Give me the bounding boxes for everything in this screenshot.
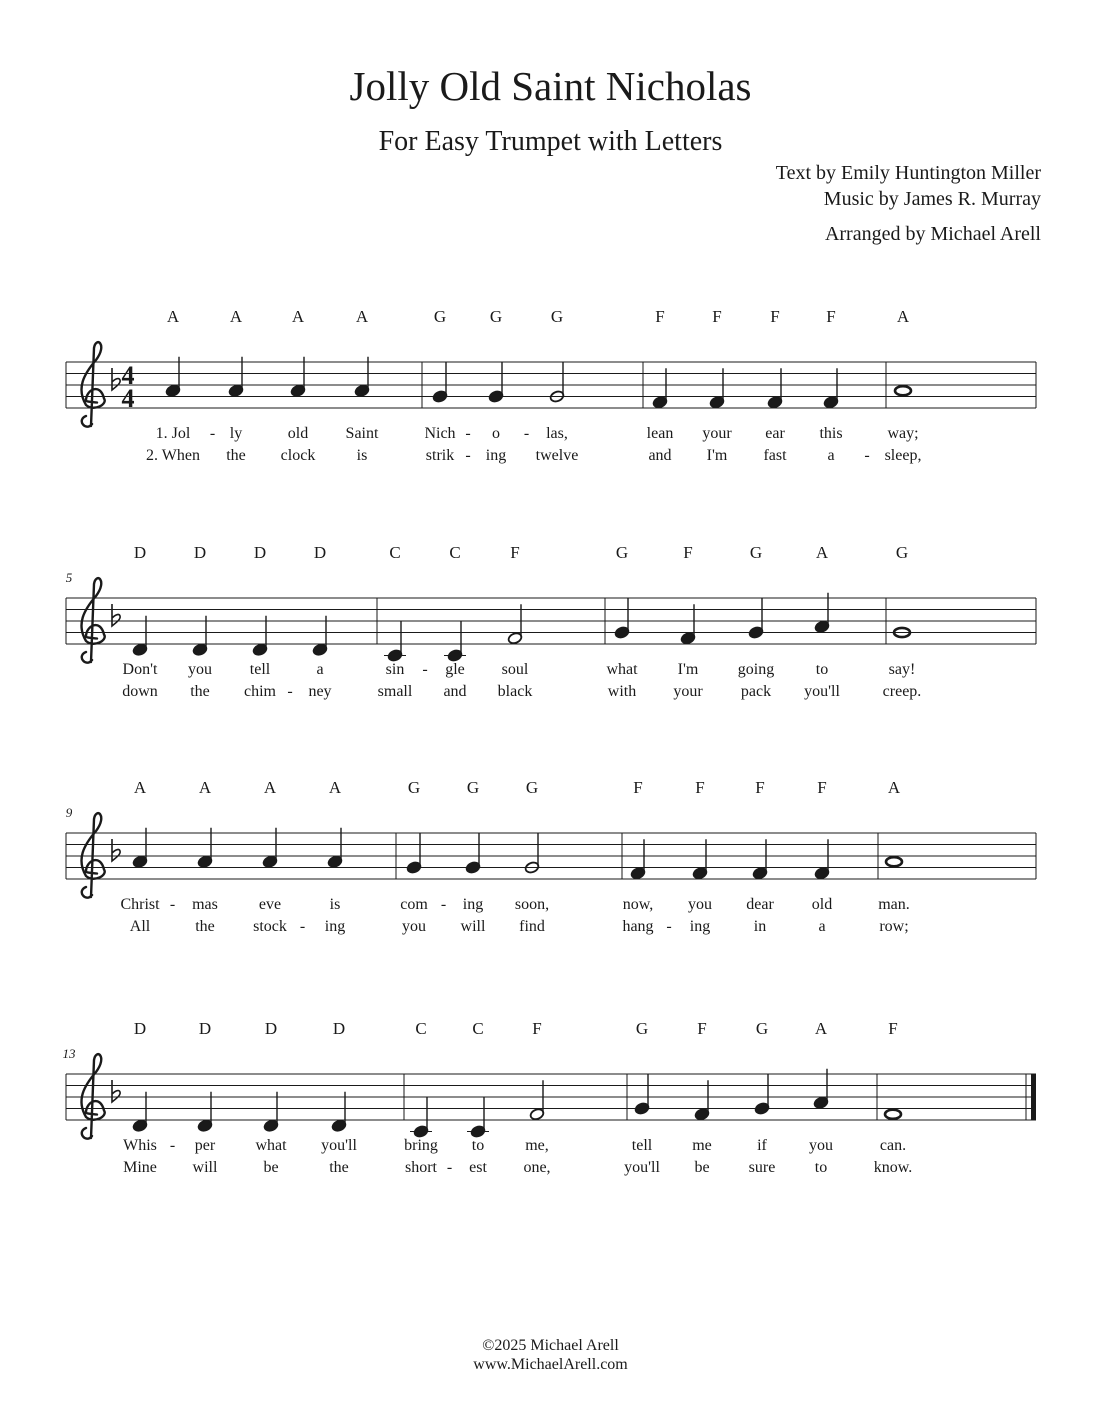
note-letter: F xyxy=(770,307,780,326)
note-letter: D xyxy=(264,1019,278,1038)
note-letter: C xyxy=(389,543,401,562)
lyric-verse-1: you xyxy=(809,1137,833,1154)
lyric-verse-2: find xyxy=(519,918,545,935)
lyric-verse-1: Saint xyxy=(345,425,379,442)
lyric-verse-1: 1. Jol xyxy=(155,425,191,442)
lyric-verse-1: mas xyxy=(192,896,218,913)
lyric-verse-2: ing xyxy=(689,918,711,935)
measure-number: 5 xyxy=(65,570,73,585)
measure-number: 9 xyxy=(65,805,73,820)
time-signature-bottom: 4 xyxy=(121,384,135,413)
staff-system xyxy=(63,1019,1037,1176)
lyric-verse-1: Don't xyxy=(122,661,158,678)
lyric-hyphen: - xyxy=(465,447,471,464)
lyric-verse-1: old xyxy=(811,896,833,913)
lyric-verse-1: way; xyxy=(887,425,919,442)
lyric-verse-2: creep. xyxy=(882,683,922,700)
lyric-hyphen: - xyxy=(422,661,428,678)
lyric-hyphen: - xyxy=(465,425,471,442)
flat-sign-icon xyxy=(112,604,120,626)
note-letter: D xyxy=(133,1019,147,1038)
lyric-verse-1: this xyxy=(819,425,843,442)
lyric-verse-1: o xyxy=(492,425,500,442)
lyric-verse-1: your xyxy=(702,425,732,442)
note-letter: A xyxy=(198,778,212,797)
note-letter: D xyxy=(133,543,147,562)
treble-clef-icon xyxy=(81,813,104,897)
lyric-verse-1: ing xyxy=(462,896,484,913)
lyric-verse-2: you'll xyxy=(624,1159,660,1176)
note-letter: F xyxy=(712,307,722,326)
lyric-verse-1: to xyxy=(815,661,829,678)
lyric-verse-2: one, xyxy=(523,1159,551,1176)
lyric-verse-2: 2. When xyxy=(146,447,200,464)
note-letter: F xyxy=(532,1019,542,1038)
lyric-hyphen: - xyxy=(299,918,306,935)
lyric-verse-2: the xyxy=(190,683,210,700)
note-letter: A xyxy=(229,307,243,326)
whole-note xyxy=(885,1110,901,1119)
lyric-verse-1: old xyxy=(287,425,309,442)
flat-sign-icon xyxy=(112,839,120,861)
note-letter: G xyxy=(749,543,763,562)
note-letter: D xyxy=(332,1019,346,1038)
staff-system xyxy=(66,778,1036,935)
lyric-verse-1: bring xyxy=(404,1137,438,1154)
note-letter: F xyxy=(817,778,827,797)
lyric-verse-1: me, xyxy=(525,1137,549,1154)
note-letter: C xyxy=(449,543,461,562)
note-letter: F xyxy=(633,778,643,797)
lyric-verse-2: strik xyxy=(425,447,455,464)
lyric-verse-1: soon, xyxy=(514,896,550,913)
note-letter: D xyxy=(313,543,327,562)
lyric-verse-2: the xyxy=(226,447,246,464)
lyric-verse-2: ing xyxy=(324,918,346,935)
note-letter: G xyxy=(615,543,629,562)
note-letter: F xyxy=(888,1019,898,1038)
note-letter: F xyxy=(683,543,693,562)
lyric-verse-2: will xyxy=(192,1159,218,1176)
lyric-verse-2: fast xyxy=(763,447,787,464)
note-letter: A xyxy=(263,778,277,797)
lyric-verse-1: say! xyxy=(888,661,916,678)
website-text: www.MichaelArell.com xyxy=(473,1356,628,1373)
note-letter: D xyxy=(198,1019,212,1038)
staff-system xyxy=(66,307,1036,464)
lyric-verse-2: ing xyxy=(485,447,507,464)
lyric-verse-2: small xyxy=(377,683,413,700)
note-letter: G xyxy=(407,778,421,797)
note-letter: D xyxy=(253,543,267,562)
lyric-verse-2: is xyxy=(356,447,368,464)
note-letter: A xyxy=(291,307,305,326)
time-signature-top: 4 xyxy=(121,361,135,390)
lyric-verse-2: hang xyxy=(622,918,654,935)
lyric-verse-2: be xyxy=(694,1159,710,1176)
lyric-hyphen: - xyxy=(666,918,672,935)
lyric-hyphen: - xyxy=(864,447,870,464)
note-letter: A xyxy=(328,778,342,797)
flat-sign-icon xyxy=(112,368,120,390)
lyric-verse-2: your xyxy=(673,683,703,700)
note-letter: A xyxy=(815,543,829,562)
note-letter: A xyxy=(355,307,369,326)
lyric-verse-2: will xyxy=(460,918,486,935)
lyric-verse-2: a xyxy=(818,918,826,935)
lyric-verse-2: the xyxy=(195,918,215,935)
page-subtitle: For Easy Trumpet with Letters xyxy=(378,126,723,157)
note-letter: C xyxy=(415,1019,427,1038)
lyric-verse-2: down xyxy=(122,683,158,700)
lyric-verse-2: and xyxy=(443,683,467,700)
lyric-verse-2: I'm xyxy=(706,447,728,464)
lyric-verse-1: sin xyxy=(385,661,405,678)
flat-sign-icon xyxy=(112,1080,120,1102)
note-letter: A xyxy=(896,307,910,326)
lyric-verse-1: what xyxy=(606,661,638,678)
note-letter: F xyxy=(510,543,520,562)
lyric-hyphen: - xyxy=(169,896,176,913)
lyric-verse-2: you xyxy=(402,918,426,935)
note-letter: G xyxy=(635,1019,649,1038)
note-letter: G xyxy=(433,307,447,326)
lyric-verse-1: you xyxy=(688,896,712,913)
lyric-verse-1: Nich xyxy=(424,425,456,442)
lyric-verse-2: est xyxy=(469,1159,487,1176)
lyric-verse-2: All xyxy=(129,918,151,935)
lyric-verse-2: row; xyxy=(879,918,909,935)
final-barline xyxy=(1031,1074,1036,1120)
lyric-verse-1: what xyxy=(255,1137,287,1154)
lyric-verse-2: the xyxy=(329,1159,349,1176)
treble-clef-icon xyxy=(81,578,104,662)
lyric-verse-1: is xyxy=(329,896,341,913)
lyric-verse-2: and xyxy=(648,447,672,464)
lyric-hyphen: - xyxy=(523,425,530,442)
lyric-verse-1: tell xyxy=(631,1137,653,1154)
note-letter: G xyxy=(895,543,909,562)
lyric-hyphen: - xyxy=(287,683,293,700)
treble-clef-icon xyxy=(81,342,104,426)
lyric-verse-1: going xyxy=(737,661,775,678)
lyric-verse-1: you xyxy=(188,661,212,678)
lyric-verse-1: if xyxy=(757,1137,767,1154)
lyric-verse-2: Mine xyxy=(123,1159,157,1176)
note-letter: A xyxy=(814,1019,828,1038)
lyric-verse-1: I'm xyxy=(677,661,699,678)
note-letter: F xyxy=(697,1019,707,1038)
lyric-verse-2: in xyxy=(753,918,767,935)
measure-number: 13 xyxy=(62,1046,76,1061)
lyric-verse-1: man. xyxy=(878,896,910,913)
note-letter: F xyxy=(695,778,705,797)
lyric-verse-2: ney xyxy=(308,683,332,700)
lyric-verse-2: know. xyxy=(873,1159,913,1176)
lyric-verse-1: a xyxy=(316,661,324,678)
lyric-hyphen: - xyxy=(169,1137,176,1154)
lyric-verse-1: gle xyxy=(445,661,465,678)
note-letter: F xyxy=(655,307,665,326)
lyric-verse-1: Whis xyxy=(123,1137,157,1154)
lyric-verse-1: me xyxy=(692,1137,712,1154)
whole-note xyxy=(886,857,902,866)
note-letter: D xyxy=(193,543,207,562)
treble-clef-icon xyxy=(81,1054,104,1138)
note-letter: A xyxy=(133,778,147,797)
copyright-text: ©2025 Michael Arell xyxy=(482,1337,619,1354)
footer xyxy=(0,1336,1101,1374)
lyric-verse-1: can. xyxy=(879,1137,907,1154)
note-letter: C xyxy=(472,1019,484,1038)
note-letter: G xyxy=(755,1019,769,1038)
lyric-verse-2: with xyxy=(607,683,637,700)
page-title: Jolly Old Saint Nicholas xyxy=(349,63,752,109)
lyric-verse-2: sleep, xyxy=(884,447,922,464)
note-letter: G xyxy=(525,778,539,797)
lyric-verse-2: sure xyxy=(748,1159,776,1176)
note-letter: A xyxy=(166,307,180,326)
lyric-verse-1: ear xyxy=(765,425,785,442)
lyric-hyphen: - xyxy=(446,1159,453,1176)
lyric-verse-2: black xyxy=(497,683,533,700)
lyric-verse-2: a xyxy=(827,447,835,464)
note-letter: A xyxy=(887,778,901,797)
lyric-hyphen: - xyxy=(440,896,447,913)
lyric-verse-2: pack xyxy=(740,683,772,700)
lyric-verse-1: now, xyxy=(622,896,654,913)
note-letter: F xyxy=(826,307,836,326)
lyric-verse-1: tell xyxy=(249,661,271,678)
arranger-credit: Arranged by Michael Arell xyxy=(824,223,1041,245)
note-letter: G xyxy=(550,307,564,326)
lyric-verse-2: clock xyxy=(280,447,316,464)
lyric-verse-1: you'll xyxy=(321,1137,357,1154)
note-letter: G xyxy=(466,778,480,797)
staff-system xyxy=(66,543,1036,700)
lyric-verse-2: twelve xyxy=(535,447,579,464)
lyricist-credit: Text by Emily Huntington Miller xyxy=(775,162,1041,184)
lyric-verse-1: ly xyxy=(229,425,243,442)
lyric-verse-1: soul xyxy=(501,661,529,678)
lyric-verse-1: com xyxy=(400,896,428,913)
lyric-verse-2: be xyxy=(263,1159,279,1176)
lyric-verse-2: you'll xyxy=(804,683,840,700)
lyric-verse-1: Christ xyxy=(120,896,160,913)
lyric-verse-1: eve xyxy=(258,896,282,913)
whole-note xyxy=(895,386,911,395)
lyric-verse-2: stock xyxy=(253,918,287,935)
note-letter: F xyxy=(755,778,765,797)
lyric-hyphen: - xyxy=(209,425,216,442)
lyric-verse-1: per xyxy=(194,1137,216,1154)
lyric-verse-2: short xyxy=(405,1159,437,1176)
lyric-verse-1: dear xyxy=(746,896,774,913)
note-letter: G xyxy=(489,307,503,326)
composer-credit: Music by James R. Murray xyxy=(823,188,1041,210)
lyric-verse-1: las, xyxy=(546,425,568,442)
lyric-verse-2: to xyxy=(814,1159,828,1176)
lyric-verse-2: chim xyxy=(244,683,276,700)
lyric-verse-1: lean xyxy=(646,425,674,442)
lyric-verse-1: to xyxy=(471,1137,485,1154)
